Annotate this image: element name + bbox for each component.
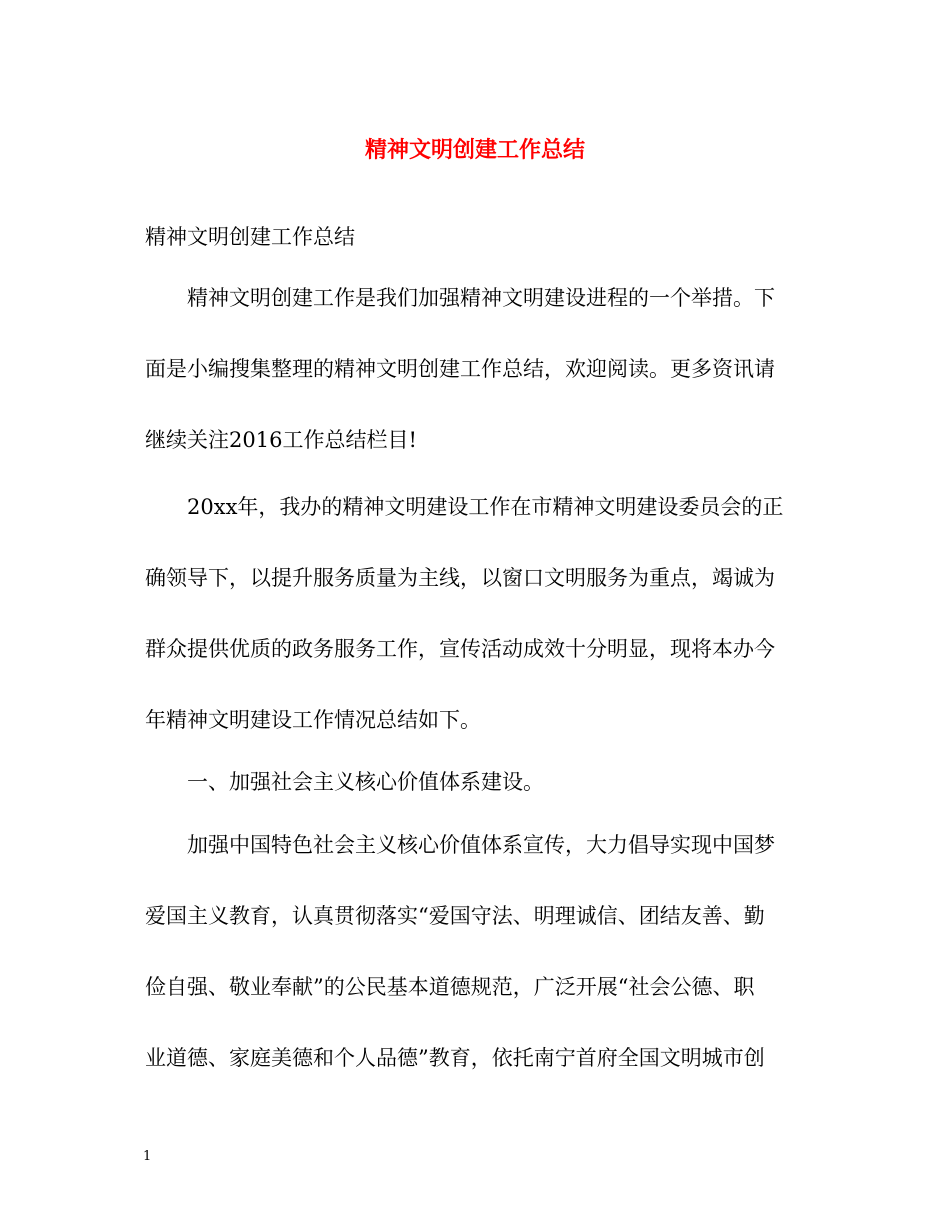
body-line: 俭自强、敬业奉献”的公民基本道德规范，广泛开展“社会公德、职 xyxy=(145,975,755,999)
page-number: 1 xyxy=(143,1149,152,1164)
document-subtitle: 精神文明创建工作总结 xyxy=(145,225,355,249)
body-line: 20xx年，我办的精神文明建设工作在市精神文明建设委员会的正 xyxy=(145,495,784,519)
body-line: 加强中国特色社会主义核心价值体系宣传，大力倡导实现中国梦 xyxy=(145,833,775,857)
body-line: 群众提供优质的政务服务工作，宣传活动成效十分明显，现将本办今 xyxy=(145,637,775,661)
body-line: 爱国主义教育，认真贯彻落实“爱国守法、明理诚信、团结友善、勤 xyxy=(145,904,765,928)
body-line: 精神文明创建工作是我们加强精神文明建设进程的一个举措。下 xyxy=(145,286,775,310)
document-title: 精神文明创建工作总结 xyxy=(364,137,585,163)
body-line: 业道德、家庭美德和个人品德”教育，依托南宁首府全国文明城市创 xyxy=(145,1046,765,1070)
body-line: 继续关注2016工作总结栏目! xyxy=(145,428,417,452)
body-line: 面是小编搜集整理的精神文明创建工作总结，欢迎阅读。更多资讯请 xyxy=(145,357,775,381)
body-line: 确领导下，以提升服务质量为主线，以窗口文明服务为重点，竭诚为 xyxy=(145,566,775,590)
body-line: 年精神文明建设工作情况总结如下。 xyxy=(145,708,481,732)
section-heading: 一、加强社会主义核心价值体系建设。 xyxy=(145,770,544,794)
